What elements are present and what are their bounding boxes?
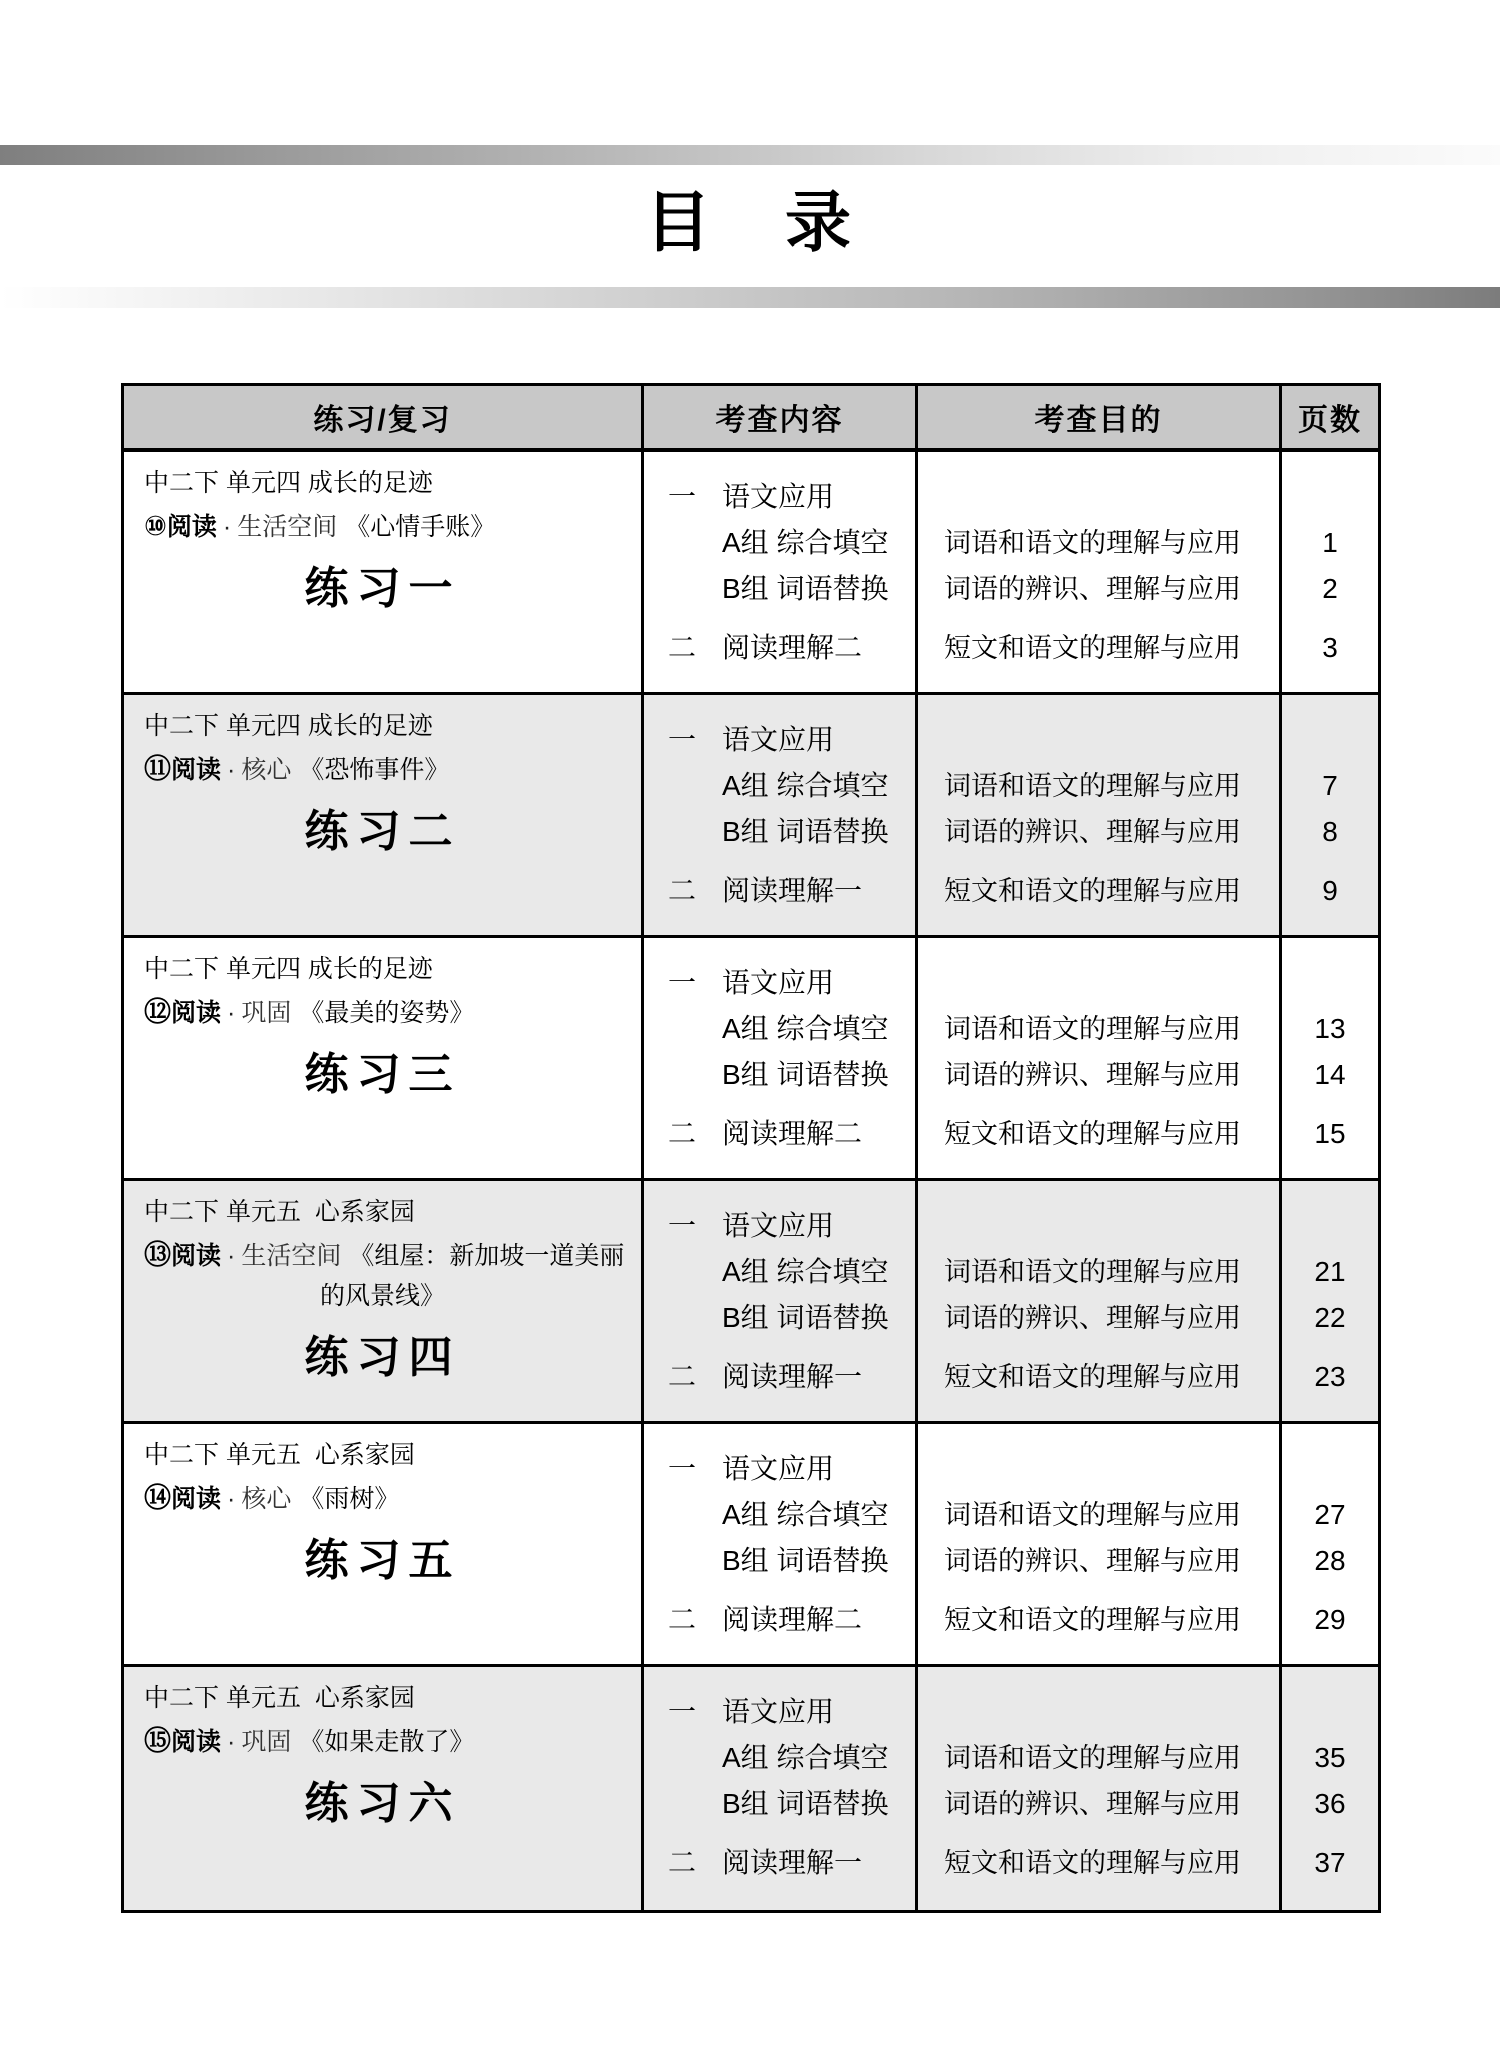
purpose-line: 词语和语文的理解与应用 (944, 771, 1241, 801)
item-label: 语文应用 (722, 1210, 835, 1241)
unit-line: 中二下 单元四 成长的足迹 (144, 469, 433, 497)
lesson-category: 生活空间 (241, 1243, 342, 1270)
exercise-cell (124, 938, 644, 1178)
table-row (124, 1667, 1378, 1910)
item-marker: 一 (668, 1453, 697, 1484)
content-item (668, 1203, 915, 1249)
dot-separator: · (227, 1485, 236, 1513)
item-label: 阅读理解二 (722, 1118, 863, 1149)
lesson-type: 阅读 (171, 999, 222, 1027)
content-item (668, 1354, 915, 1400)
item-marker: 二 (668, 1361, 697, 1392)
item-label: 语文应用 (722, 1696, 835, 1727)
content-item (668, 1689, 915, 1735)
purpose-line: 词语的辨识、理解与应用 (944, 1789, 1241, 1819)
content-item (668, 1840, 915, 1886)
exercise-cell (124, 1181, 644, 1421)
pages-cell (1282, 452, 1378, 692)
page-number: 29 (1314, 1604, 1346, 1635)
book-title: 《组屋：新加坡一道美丽 (349, 1243, 625, 1270)
lesson-number: ⑫ (144, 997, 171, 1027)
item-marker: 一 (668, 1210, 697, 1241)
purpose-line: 词语和语文的理解与应用 (944, 1257, 1241, 1287)
table-row (124, 452, 1378, 695)
content-subitem: A组 综合填空 (722, 527, 889, 558)
item-marker: 二 (668, 1604, 697, 1635)
page-number: 14 (1314, 1059, 1346, 1090)
exercise-name: 练习六 (304, 1779, 461, 1828)
purpose-cell (918, 1181, 1282, 1421)
lesson-category: 核心 (241, 1486, 292, 1513)
table-header-row (124, 386, 1378, 452)
item-marker: 二 (668, 1847, 697, 1878)
pages-cell (1282, 938, 1378, 1178)
page-number: 2 (1322, 573, 1338, 604)
purpose-line: 词语和语文的理解与应用 (944, 1743, 1241, 1773)
purpose-line: 词语和语文的理解与应用 (944, 1014, 1241, 1044)
content-cell (644, 452, 918, 692)
page-number: 28 (1314, 1545, 1346, 1576)
lesson-line (144, 1478, 621, 1520)
item-marker: 二 (668, 632, 697, 663)
content-cell (644, 695, 918, 935)
exercise-cell (124, 1667, 644, 1910)
content-item (668, 1446, 915, 1492)
table-row (124, 695, 1378, 938)
content-subitem: A组 综合填空 (722, 1256, 889, 1287)
purpose-cell (918, 452, 1282, 692)
content-item (668, 717, 915, 763)
purpose-cell (918, 1667, 1282, 1910)
lesson-category: 核心 (241, 757, 292, 784)
unit-line: 中二下 单元五 心系家园 (144, 1441, 415, 1469)
purpose-line: 短文和语文的理解与应用 (944, 633, 1241, 663)
purpose-line: 词语的辨识、理解与应用 (944, 1303, 1241, 1333)
lesson-number: ⑬ (144, 1240, 171, 1270)
table-row (124, 1181, 1378, 1424)
content-subitem: A组 综合填空 (722, 1499, 889, 1530)
dot-separator: · (227, 1728, 236, 1756)
purpose-line: 词语和语文的理解与应用 (944, 528, 1241, 558)
content-item (668, 625, 915, 671)
item-marker: 二 (668, 875, 697, 906)
content-subitem: B组 词语替换 (722, 573, 889, 604)
lesson-type: 阅读 (166, 513, 217, 541)
header-exercise: 练习/复习 (124, 386, 644, 448)
lesson-number: ⑩ (144, 511, 167, 541)
item-marker: 一 (668, 481, 697, 512)
dot-separator: · (222, 513, 232, 541)
page-number: 3 (1322, 632, 1338, 663)
purpose-cell (918, 938, 1282, 1178)
page-number: 15 (1314, 1118, 1346, 1149)
header-content: 考查内容 (644, 386, 918, 448)
exercise-cell (124, 452, 644, 692)
exercise-cell (124, 695, 644, 935)
purpose-line: 词语的辨识、理解与应用 (944, 1546, 1241, 1576)
purpose-line: 词语的辨识、理解与应用 (944, 817, 1241, 847)
content-subitem: A组 综合填空 (722, 770, 889, 801)
page-number: 37 (1314, 1847, 1346, 1878)
item-label: 阅读理解一 (722, 1847, 863, 1878)
lesson-number: ⑪ (144, 754, 171, 784)
book-title: 《最美的姿势》 (299, 1000, 475, 1027)
lesson-category: 生活空间 (237, 514, 338, 541)
exercise-name: 练习三 (304, 1050, 461, 1099)
item-marker: 一 (668, 724, 697, 755)
book-title: 《恐怖事件》 (299, 757, 450, 784)
dot-separator: · (227, 756, 236, 784)
item-label: 阅读理解二 (722, 632, 863, 663)
pages-cell (1282, 1424, 1378, 1664)
purpose-cell (918, 695, 1282, 935)
page-number: 36 (1314, 1788, 1346, 1819)
exercise-cell (124, 1424, 644, 1664)
purpose-line: 短文和语文的理解与应用 (944, 1848, 1241, 1878)
page-number: 35 (1314, 1742, 1346, 1773)
page-number: 22 (1314, 1302, 1346, 1333)
content-subitem: B组 词语替换 (722, 1788, 889, 1819)
purpose-line: 词语和语文的理解与应用 (944, 1500, 1241, 1530)
item-marker: 一 (668, 967, 697, 998)
purpose-line: 短文和语文的理解与应用 (944, 1362, 1241, 1392)
item-label: 语文应用 (722, 1453, 835, 1484)
lesson-type: 阅读 (171, 1728, 222, 1756)
purpose-line: 短文和语文的理解与应用 (944, 1605, 1241, 1635)
item-label: 语文应用 (722, 967, 835, 998)
lesson-line (144, 1235, 625, 1277)
purpose-line: 短文和语文的理解与应用 (944, 876, 1241, 906)
page-number: 13 (1314, 1013, 1346, 1044)
item-marker: 一 (668, 1696, 697, 1727)
content-item (668, 1111, 915, 1157)
lesson-type: 阅读 (171, 1242, 222, 1270)
content-cell (644, 1667, 918, 1910)
purpose-line: 短文和语文的理解与应用 (944, 1119, 1241, 1149)
purpose-line: 词语的辨识、理解与应用 (944, 1060, 1241, 1090)
purpose-cell (918, 1424, 1282, 1664)
lesson-type: 阅读 (171, 1485, 222, 1513)
lesson-line (144, 992, 621, 1034)
content-subitem: B组 词语替换 (722, 816, 889, 847)
item-label: 阅读理解二 (722, 1604, 863, 1635)
exercise-name: 练习二 (304, 807, 461, 856)
exercise-name: 练习一 (304, 564, 461, 613)
book-title-cont: 的风景线》 (319, 1283, 445, 1310)
item-marker: 二 (668, 1118, 697, 1149)
unit-line: 中二下 单元五 心系家园 (144, 1684, 415, 1712)
content-subitem: B组 词语替换 (722, 1545, 889, 1576)
exercise-name: 练习五 (304, 1536, 461, 1585)
page-number: 8 (1322, 816, 1338, 847)
lesson-number: ⑮ (144, 1726, 171, 1756)
item-label: 阅读理解一 (722, 875, 863, 906)
lesson-line (144, 1721, 621, 1763)
header-pages: 页数 (1298, 404, 1362, 437)
pages-cell (1282, 695, 1378, 935)
item-label: 语文应用 (722, 724, 835, 755)
purpose-line: 词语的辨识、理解与应用 (944, 574, 1241, 604)
content-cell (644, 1424, 918, 1664)
pages-cell (1282, 1181, 1378, 1421)
unit-line: 中二下 单元四 成长的足迹 (144, 955, 433, 983)
content-item (668, 960, 915, 1006)
table-row (124, 938, 1378, 1181)
page-number: 23 (1314, 1361, 1346, 1392)
content-subitem: B组 词语替换 (722, 1059, 889, 1090)
page-number: 27 (1314, 1499, 1346, 1530)
lesson-line (144, 749, 621, 791)
lesson-category: 巩固 (241, 1729, 292, 1756)
bottom-gradient-bar (0, 287, 1500, 308)
exercise-name: 练习四 (304, 1333, 461, 1382)
unit-line: 中二下 单元五 心系家园 (144, 1198, 415, 1226)
header-purpose: 考查目的 (918, 386, 1282, 448)
content-subitem: A组 综合填空 (722, 1742, 889, 1773)
item-label: 阅读理解一 (722, 1361, 863, 1392)
content-cell (644, 938, 918, 1178)
content-cell (644, 1181, 918, 1421)
page-number: 21 (1314, 1256, 1346, 1287)
table-row (124, 1424, 1378, 1667)
lesson-line (144, 506, 621, 548)
top-gradient-bar (0, 145, 1500, 165)
book-title: 《雨树》 (299, 1486, 400, 1513)
toc-table (121, 383, 1381, 1913)
content-item (668, 1597, 915, 1643)
pages-cell (1282, 1667, 1378, 1910)
page-number: 9 (1322, 875, 1338, 906)
unit-line: 中二下 单元四 成长的足迹 (144, 712, 433, 740)
dot-separator: · (227, 999, 236, 1027)
lesson-category: 巩固 (241, 1000, 292, 1027)
lesson-type: 阅读 (171, 756, 222, 784)
content-item (668, 474, 915, 520)
book-title: 《心情手账》 (345, 514, 496, 541)
content-item (668, 868, 915, 914)
lesson-number: ⑭ (144, 1483, 171, 1513)
page-title: 目 录 (645, 187, 855, 260)
page-number: 1 (1322, 527, 1338, 558)
item-label: 语文应用 (722, 481, 835, 512)
page-number: 7 (1322, 770, 1338, 801)
content-subitem: A组 综合填空 (722, 1013, 889, 1044)
content-subitem: B组 词语替换 (722, 1302, 889, 1333)
dot-separator: · (227, 1242, 236, 1270)
book-title: 《如果走散了》 (299, 1729, 475, 1756)
